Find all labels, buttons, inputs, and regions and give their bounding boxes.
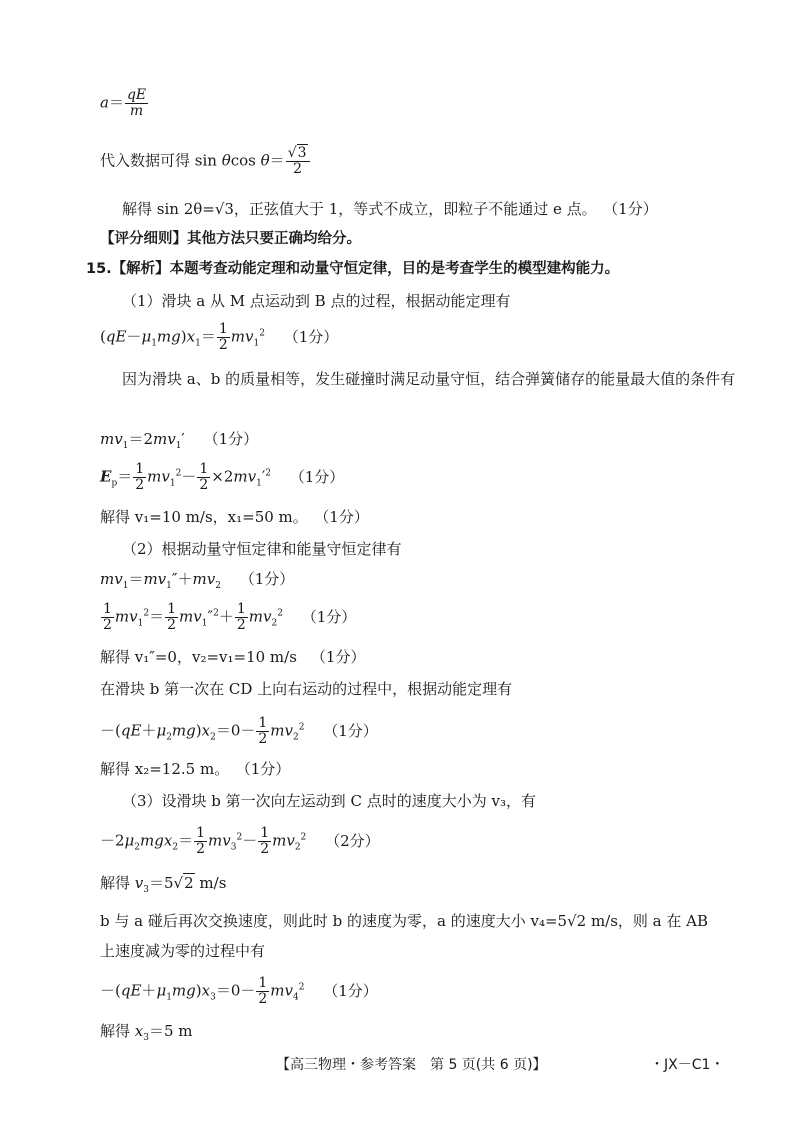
part-3-intro: （3）设滑块 b 第一次向左运动到 C 点时的速度大小为 v₃，有 bbox=[122, 792, 536, 810]
solve-line-4: 解得 x₂=12.5 m。 （1分） bbox=[100, 760, 291, 778]
formula-momentum-2: $mv_1=mv_1''+mv_2$ （1分） bbox=[100, 570, 295, 591]
footer-code: ・JX－C1・ bbox=[650, 1057, 725, 1073]
grading-note: 【评分细则】其他方法只要正确均给分。 bbox=[100, 231, 361, 247]
formula-substitute: 代入数据可得 sin θcos θ＝ $\frac{√3}{2}$ bbox=[100, 146, 311, 177]
formula-energy-3: $-(qE+\mu_2mg)x_2=0-$ $\frac{1}{2}$ $mv_2^2$ （1分） bbox=[100, 715, 378, 747]
solve-line-1: 解得 sin 2θ=√3，正弦值大于 1，等式不成立，即粒子不能通过 e 点。 （1分） bbox=[122, 200, 658, 218]
formula-energy-5: $-(qE+\mu_1mg)x_3=0-$ $\frac{1}{2}$ $mv_4^2$ （1分） bbox=[100, 975, 378, 1007]
page-footer bbox=[0, 1054, 800, 1076]
part-2-intro: （2）根据动量守恒定律和能量守恒定律有 bbox=[122, 540, 402, 558]
footer-title: 【高三物理・参考答案 第 5 页(共 6 页)】 bbox=[276, 1057, 547, 1073]
formula-acceleration: a＝ $\frac{qE}{m}$ bbox=[100, 87, 147, 119]
part-1-condition: 因为滑块 a、b 的质量相等，发生碰撞时满足动量守恒，结合弹簧储存的能量最大值的条件有 bbox=[122, 370, 736, 388]
formula-momentum-1: $mv_1=2mv_1'$ （1分） bbox=[100, 430, 259, 451]
solve-line-3: 解得 v₁″=0，v₂=v₁=10 m/s （1分） bbox=[100, 648, 366, 666]
part-1-intro: （1）滑块 a 从 M 点运动到 B 点的过程，根据动能定理有 bbox=[122, 292, 511, 310]
part-2-condition: 在滑块 b 第一次在 CD 上向右运动的过程中，根据动能定理有 bbox=[100, 680, 513, 698]
part-3-condition: b 与 a 碰后再次交换速度，则此时 b 的速度为零，a 的速度大小 v₄=5√2 m/s，则 a 在 AB 上速度减为零的过程中有 bbox=[100, 912, 709, 960]
solve-line-2: 解得 v₁=10 m/s，x₁=50 m。 （1分） bbox=[100, 508, 369, 526]
formula-spring-energy: $E_p=$ $\frac{1}{2}$ $mv_1^2-$ $\frac{1}{2}$ $\times 2mv_1'^2$ （1分） bbox=[100, 461, 345, 493]
formula-energy-1: $(qE-\mu_1mg)x_1=$ $\frac{1}{2}$ $mv_1^2$ （1分） bbox=[100, 321, 339, 353]
question-15-heading: 15.【解析】本题考查动能定理和动量守恒定律，目的是考查学生的模型建构能力。 bbox=[86, 261, 620, 277]
formula-energy-2: $\frac{1}{2}$ $mv_1^2=$ $\frac{1}{2}$ $mv_1''^2+$ $\frac{1}{2}$ $mv_2^2$ （1分） bbox=[103, 601, 357, 633]
formula-energy-4: $-2\mu_2mgx_2=$ $\frac{1}{2}$ $mv_3^2-$ $\frac{1}{2}$ $mv_2^2$ （2分） bbox=[100, 825, 380, 857]
solve-line-5: 解得 $v_3=5√2$ m/s bbox=[100, 874, 227, 895]
solve-line-6: 解得 $x_3=5$ m bbox=[100, 1022, 193, 1043]
